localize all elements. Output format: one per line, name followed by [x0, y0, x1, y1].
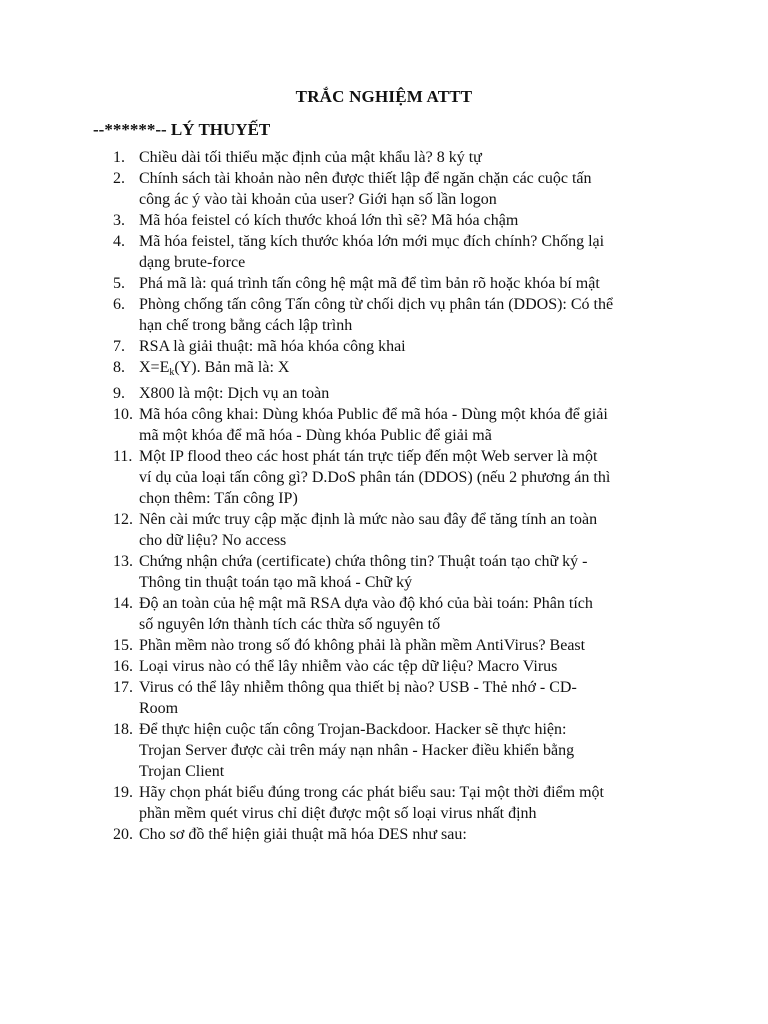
question-text-line: Virus có thể lây nhiễm thông qua thiết bị nào? USB - Thẻ nhớ - CD- — [139, 679, 577, 696]
question-text-line: Phá mã là: quá trình tấn công hệ mật mã để tìm bản rõ hoặc khóa bí mật — [139, 275, 600, 292]
question-text-line: số nguyên lớn thành tích các thừa số nguyên tố — [139, 616, 441, 633]
question-item — [0, 404, 768, 446]
question-item — [0, 824, 768, 845]
question-number: 8. — [113, 359, 125, 376]
question-number: 3. — [113, 212, 125, 229]
question-item — [0, 593, 768, 635]
question-item — [0, 383, 768, 404]
question-item — [0, 336, 768, 357]
question-number: 18. — [113, 721, 133, 738]
question-text-line: Chính sách tài khoản nào nên được thiết lập để ngăn chặn các cuộc tấn — [139, 170, 592, 187]
question-text-line: Chiều dài tối thiểu mặc định của mật khẩu là? 8 ký tự — [139, 149, 482, 166]
question-text-line: Phần mềm nào trong số đó không phải là phần mềm AntiVirus? Beast — [139, 637, 586, 654]
question-item — [0, 273, 768, 294]
question-item — [0, 294, 768, 336]
question-text-line: Phòng chống tấn công Tấn công từ chối dịch vụ phân tán (DDOS): Có thể — [139, 296, 614, 313]
question-number: 15. — [113, 637, 133, 654]
question-item — [0, 656, 768, 677]
question-text-line: Để thực hiện cuộc tấn công Trojan-Backdoor. Hacker sẽ thực hiện: — [139, 721, 567, 738]
question-item — [0, 357, 768, 383]
question-number: 4. — [113, 233, 125, 250]
question-text-line: Trojan Server được cài trên máy nạn nhân - Hacker điều khiển bằng — [139, 742, 575, 759]
question-text-line: Thông tin thuật toán tạo mã khoá - Chữ ký — [139, 574, 413, 591]
question-number: 20. — [113, 826, 133, 843]
question-number: 7. — [113, 338, 125, 355]
question-number: 2. — [113, 170, 125, 187]
question-item — [0, 210, 768, 231]
question-number: 17. — [113, 679, 133, 696]
question-text-line: ví dụ của loại tấn công gì? D.DoS phân tán (DDOS) (nếu 2 phương án thì — [139, 469, 611, 486]
question-text-line: Mã hóa feistel, tăng kích thước khóa lớn mới mục đích chính? Chống lại — [139, 233, 605, 250]
question-text-line: chọn thêm: Tấn công IP) — [139, 490, 298, 507]
question-text-line: hạn chế trong bằng cách lập trình — [139, 317, 353, 334]
question-number: 9. — [113, 385, 125, 402]
question-text-line: Room — [139, 700, 179, 717]
question-text-line: mã một khóa để mã hóa - Dùng khóa Public để giải mã — [139, 427, 492, 444]
question-text-line: Mã hóa feistel có kích thước khoá lớn thì sẽ? Mã hóa chậm — [139, 212, 519, 229]
question-item — [0, 551, 768, 593]
question-item — [0, 231, 768, 273]
question-number: 12. — [113, 511, 133, 528]
question-item — [0, 782, 768, 824]
page-title: TRẮC NGHIỆM ATTT — [295, 87, 473, 106]
question-text-line: Một IP flood theo các host phát tán trực tiếp đến một Web server là một — [139, 448, 598, 465]
question-text-line: cho dữ liệu? No access — [139, 532, 287, 549]
question-item — [0, 509, 768, 551]
question-text-line: Chứng nhận chứa (certificate) chứa thông tin? Thuật toán tạo chữ ký - — [139, 553, 588, 570]
question-text-line: công ác ý vào tài khoản của user? Giới hạn số lần logon — [139, 191, 497, 208]
question-number: 10. — [113, 406, 133, 423]
question-text-line: Loại virus nào có thể lây nhiễm vào các tệp dữ liệu? Macro Virus — [139, 658, 558, 675]
question-text-line: Nên cài mức truy cập mặc định là mức nào sau đây để tăng tính an toàn — [139, 511, 598, 528]
question-number: 5. — [113, 275, 125, 292]
question-item — [0, 446, 768, 509]
question-text-line: Độ an toàn của hệ mật mã RSA dựa vào độ khó của bài toán: Phân tích — [139, 595, 593, 612]
question-text-line: X800 là một: Dịch vụ an toàn — [139, 385, 330, 402]
question-text-line: Hãy chọn phát biểu đúng trong các phát biểu sau: Tại một thời điểm một — [139, 784, 604, 801]
question-text-line: dạng brute-force — [139, 254, 246, 271]
question-text-line: RSA là giải thuật: mã hóa khóa công khai — [139, 338, 406, 355]
question-number: 11. — [113, 448, 133, 465]
question-item — [0, 635, 768, 656]
question-text-line: phần mềm quét virus chỉ diệt được một số loại virus nhất định — [139, 805, 537, 822]
question-text-line: Mã hóa công khai: Dùng khóa Public để mã hóa - Dùng một khóa để giải — [139, 406, 608, 423]
question-item — [0, 719, 768, 782]
question-item — [0, 147, 768, 168]
question-number: 6. — [113, 296, 125, 313]
question-text-line: Trojan Client — [139, 763, 225, 780]
question-number: 16. — [113, 658, 133, 675]
question-text-line: Cho sơ đồ thể hiện giải thuật mã hóa DES như sau: — [139, 826, 467, 843]
question-number: 19. — [113, 784, 133, 801]
question-item — [0, 677, 768, 719]
question-list — [0, 147, 768, 845]
question-item — [0, 168, 768, 210]
question-number: 1. — [113, 149, 125, 166]
question-number: 13. — [113, 553, 133, 570]
section-heading: --******-- LÝ THUYẾT — [93, 120, 271, 139]
question-number: 14. — [113, 595, 133, 612]
question-text-line: $X=E_k(Y)$. Bản mã là: X — [139, 359, 290, 378]
